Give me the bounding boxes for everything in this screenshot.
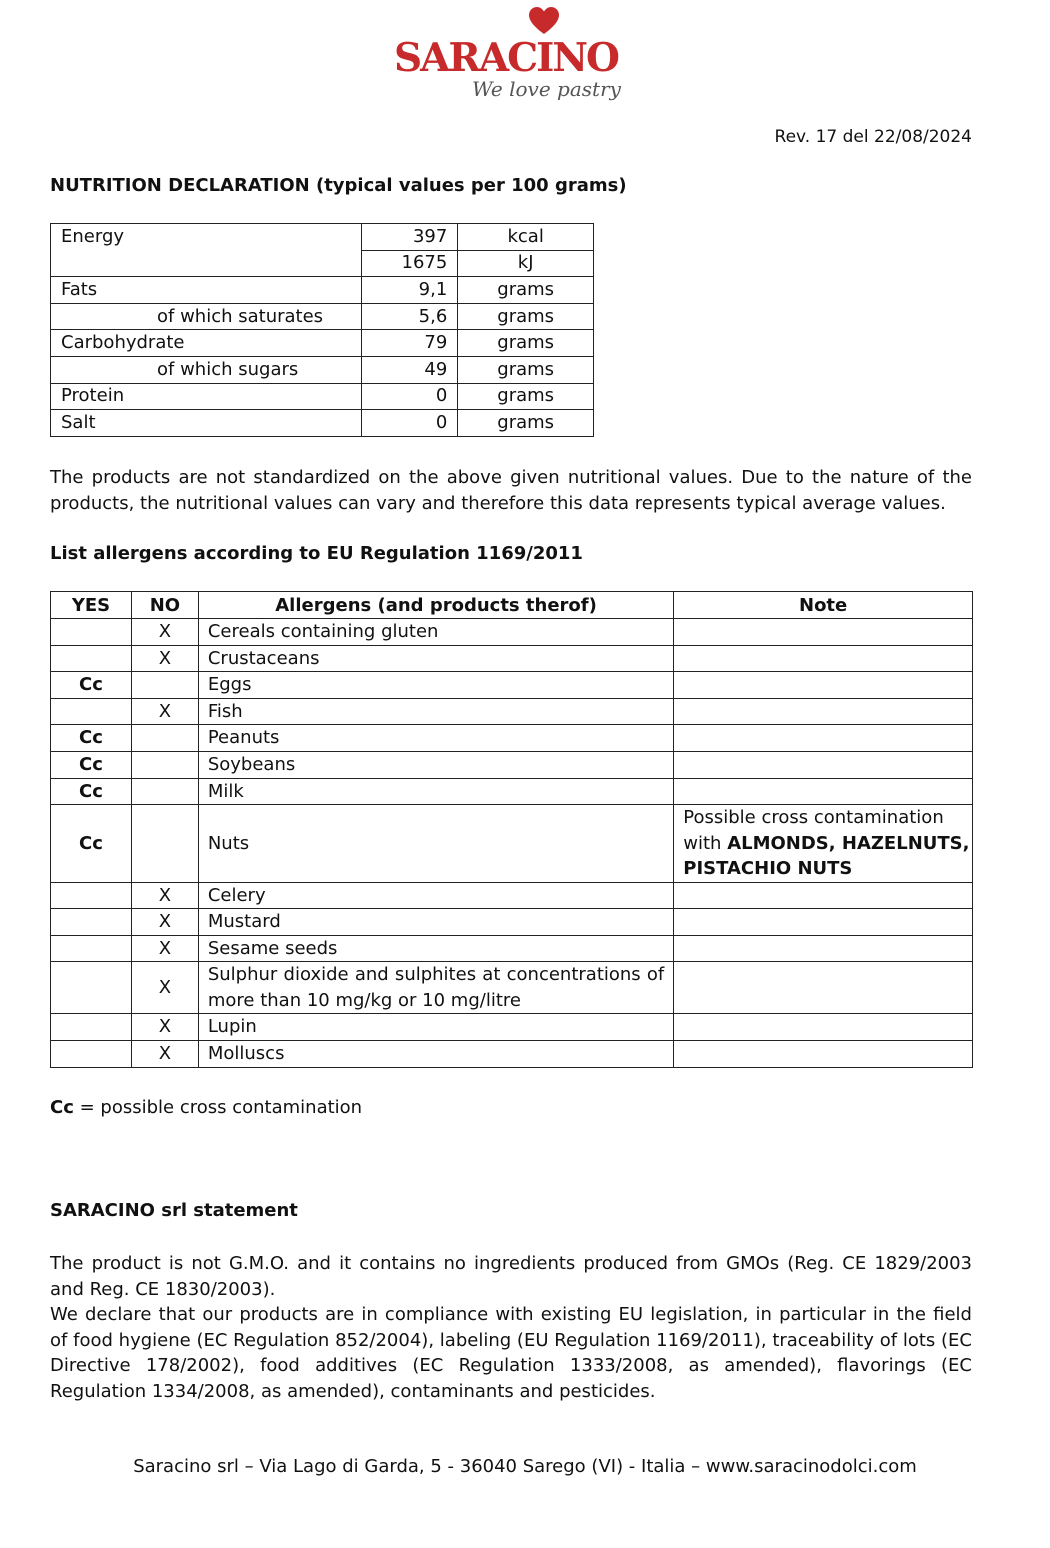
note-cell bbox=[674, 1014, 973, 1041]
nutrient-value: 49 bbox=[362, 356, 458, 383]
nutrition-heading: NUTRITION DECLARATION (typical values per 100 grams) bbox=[50, 175, 627, 196]
table-row bbox=[51, 751, 973, 778]
no-cell: X bbox=[131, 698, 198, 725]
note-text: Possible cross contamination with bbox=[683, 807, 944, 854]
allergen-cell: Celery bbox=[198, 882, 673, 909]
nutrient-label: Salt bbox=[51, 410, 362, 437]
nutrient-value: 397 bbox=[362, 224, 458, 251]
table-row bbox=[51, 882, 973, 909]
legend bbox=[50, 1097, 362, 1118]
yes-cell: Cc bbox=[51, 672, 132, 699]
nutrition-table bbox=[50, 223, 594, 437]
yes-cell bbox=[51, 962, 132, 1014]
nutrient-label: Energy bbox=[51, 224, 362, 251]
no-cell bbox=[131, 778, 198, 805]
allergen-cell: Soybeans bbox=[198, 751, 673, 778]
column-header-no: NO bbox=[131, 592, 198, 619]
no-cell: X bbox=[131, 645, 198, 672]
nutrient-label: of which sugars bbox=[51, 356, 362, 383]
statement-compliance: We declare that our products are in compliance with existing EU legislation, in particular in the field of food hygiene (EC Regulation 852/2004), labeling (EU Regulation 1169/2011), traceability of lots (EC Directive 178/2002), food additives (EC Regulation 1333/2008, as amended), flavorings (EC Regulation 1334/2008, as amended), contaminants and pesticides. bbox=[50, 1304, 972, 1402]
nutrient-unit: grams bbox=[458, 277, 594, 304]
table-row bbox=[51, 330, 594, 357]
note-cell bbox=[674, 725, 973, 752]
note-cell bbox=[674, 935, 973, 962]
table-row bbox=[51, 909, 973, 936]
table-row bbox=[51, 1014, 973, 1041]
nutrient-label: Carbohydrate bbox=[51, 330, 362, 357]
note-cell bbox=[674, 909, 973, 936]
yes-cell bbox=[51, 619, 132, 646]
table-row bbox=[51, 303, 594, 330]
note-cell bbox=[674, 1041, 973, 1068]
allergen-cell: Mustard bbox=[198, 909, 673, 936]
no-cell: X bbox=[131, 1041, 198, 1068]
statement-heading: SARACINO srl statement bbox=[50, 1200, 298, 1221]
no-cell: X bbox=[131, 935, 198, 962]
table-row bbox=[51, 250, 594, 277]
brand-name: SARACINO bbox=[394, 35, 618, 81]
note-cell bbox=[674, 778, 973, 805]
yes-cell bbox=[51, 935, 132, 962]
yes-cell: Cc bbox=[51, 805, 132, 883]
nutrient-unit: grams bbox=[458, 330, 594, 357]
nutrient-unit: grams bbox=[458, 410, 594, 437]
footer-address: Saracino srl – Via Lago di Garda, 5 - 36040 Sarego (VI) - Italia – www.saracinodolci.com bbox=[133, 1456, 917, 1477]
table-row bbox=[51, 1041, 973, 1068]
yes-cell bbox=[51, 1041, 132, 1068]
table-row bbox=[51, 277, 594, 304]
allergen-cell: Nuts bbox=[198, 805, 673, 883]
nutrient-unit: grams bbox=[458, 303, 594, 330]
allergen-cell: Milk bbox=[198, 778, 673, 805]
no-cell: X bbox=[131, 962, 198, 1014]
nutrient-unit: grams bbox=[458, 356, 594, 383]
note-cell bbox=[674, 751, 973, 778]
note-cell bbox=[674, 619, 973, 646]
allergen-cell: Sulphur dioxide and sulphites at concentrations of more than 10 mg/kg or 10 mg/litre bbox=[198, 962, 673, 1014]
allergens-heading: List allergens according to EU Regulation 1169/2011 bbox=[50, 543, 583, 564]
allergens-table bbox=[50, 591, 973, 1068]
table-row bbox=[51, 725, 973, 752]
note-cell bbox=[674, 698, 973, 725]
nutrient-value: 5,6 bbox=[362, 303, 458, 330]
legend-abbr: Cc bbox=[50, 1097, 74, 1118]
table-row bbox=[51, 356, 594, 383]
revision-date: Rev. 17 del 22/08/2024 bbox=[774, 127, 972, 147]
table-row bbox=[51, 778, 973, 805]
note-cell bbox=[674, 805, 973, 883]
allergen-cell: Peanuts bbox=[198, 725, 673, 752]
table-row bbox=[51, 935, 973, 962]
no-cell: X bbox=[131, 619, 198, 646]
nutrient-value: 0 bbox=[362, 383, 458, 410]
table-row bbox=[51, 962, 973, 1014]
table-row bbox=[51, 410, 594, 437]
note-cell bbox=[674, 962, 973, 1014]
yes-cell: Cc bbox=[51, 725, 132, 752]
allergen-cell: Eggs bbox=[198, 672, 673, 699]
nutrient-unit: grams bbox=[458, 383, 594, 410]
nutrient-label bbox=[51, 250, 362, 277]
nutrient-label: of which saturates bbox=[51, 303, 362, 330]
table-row bbox=[51, 383, 594, 410]
no-cell: X bbox=[131, 882, 198, 909]
company-logo bbox=[386, 6, 626, 100]
allergen-cell: Sesame seeds bbox=[198, 935, 673, 962]
no-cell: X bbox=[131, 909, 198, 936]
yes-cell bbox=[51, 645, 132, 672]
nutrient-label: Fats bbox=[51, 277, 362, 304]
allergen-cell: Lupin bbox=[198, 1014, 673, 1041]
table-row bbox=[51, 619, 973, 646]
nutrient-value: 79 bbox=[362, 330, 458, 357]
note-bold-text: ALMONDS, HAZELNUTS, PISTACHIO NUTS bbox=[683, 832, 970, 880]
nutrient-value: 0 bbox=[362, 410, 458, 437]
note-cell bbox=[674, 882, 973, 909]
statement-gmo: The product is not G.M.O. and it contains no ingredients produced from GMOs (Reg. CE 1829/2003 and Reg. CE 1830/2003). bbox=[50, 1253, 972, 1300]
no-cell: X bbox=[131, 1014, 198, 1041]
nutrient-label: Protein bbox=[51, 383, 362, 410]
table-row bbox=[51, 698, 973, 725]
nutrient-value: 1675 bbox=[362, 250, 458, 277]
allergen-cell: Crustaceans bbox=[198, 645, 673, 672]
legend-text: = possible cross contamination bbox=[73, 1097, 363, 1118]
table-row bbox=[51, 805, 973, 883]
table-row bbox=[51, 645, 973, 672]
yes-cell: Cc bbox=[51, 751, 132, 778]
no-cell bbox=[131, 805, 198, 883]
allergen-cell: Molluscs bbox=[198, 1041, 673, 1068]
yes-cell: Cc bbox=[51, 778, 132, 805]
no-cell bbox=[131, 725, 198, 752]
table-row bbox=[51, 672, 973, 699]
column-header-yes: YES bbox=[51, 592, 132, 619]
nutrient-unit: kcal bbox=[458, 224, 594, 251]
table-header-row bbox=[51, 592, 973, 619]
nutrient-unit: kJ bbox=[458, 250, 594, 277]
yes-cell bbox=[51, 909, 132, 936]
nutrient-value: 9,1 bbox=[362, 277, 458, 304]
yes-cell bbox=[51, 698, 132, 725]
note-cell bbox=[674, 672, 973, 699]
no-cell bbox=[131, 751, 198, 778]
nutrition-disclaimer: The products are not standardized on the above given nutritional values. Due to the nature of the products, the nutritional values can vary and therefore this data represents typical average values. bbox=[50, 467, 972, 514]
column-header-note: Note bbox=[674, 592, 973, 619]
note-cell bbox=[674, 645, 973, 672]
allergen-cell: Fish bbox=[198, 698, 673, 725]
heart-icon bbox=[528, 6, 560, 36]
no-cell bbox=[131, 672, 198, 699]
yes-cell bbox=[51, 1014, 132, 1041]
yes-cell bbox=[51, 882, 132, 909]
table-row bbox=[51, 224, 594, 251]
column-header-allergen: Allergens (and products therof) bbox=[198, 592, 673, 619]
brand-tagline: We love pastry bbox=[472, 77, 621, 101]
allergen-cell: Cereals containing gluten bbox=[198, 619, 673, 646]
